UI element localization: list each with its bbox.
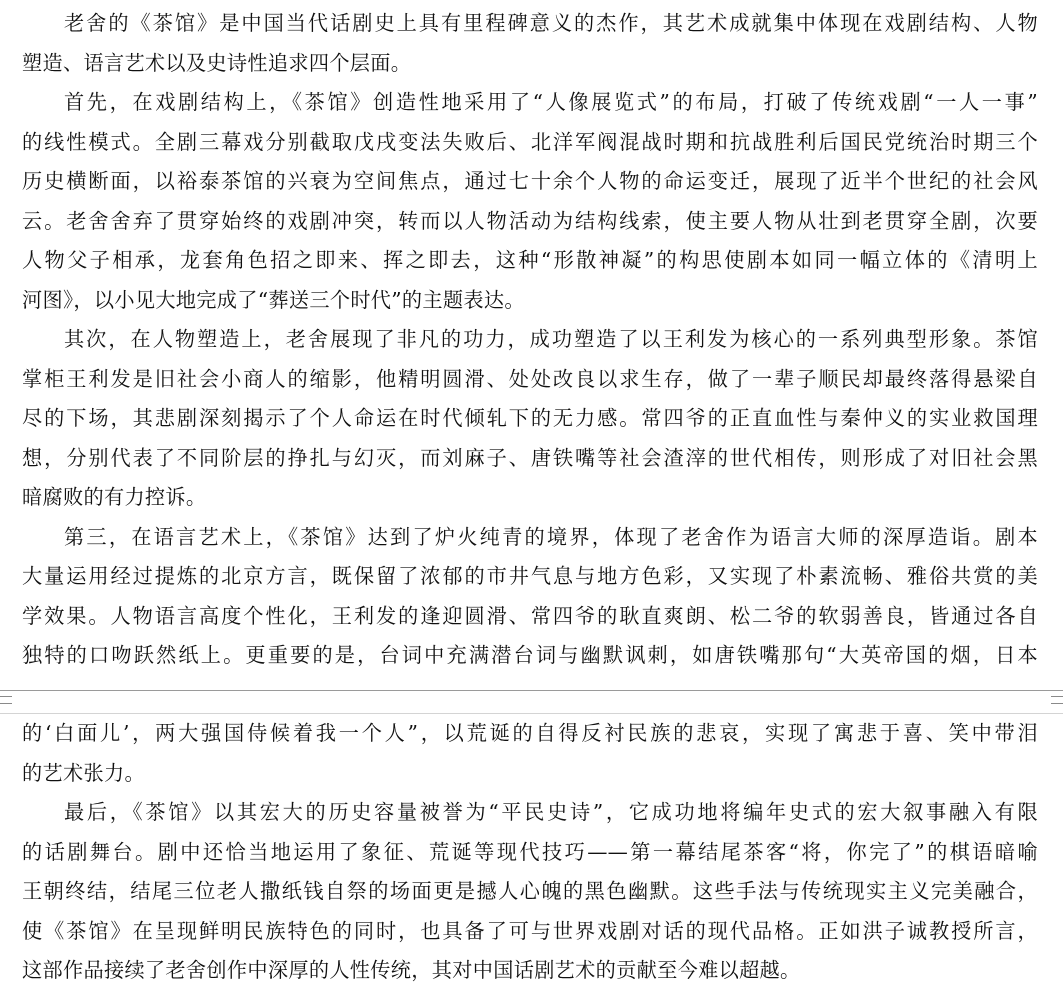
- paragraph-line: 大量运用经过提炼的北京方言，既保留了浓郁的市井气息与地方色彩，又实现了朴素流畅、雅俗共赏的美: [22, 564, 1038, 588]
- paragraph-line: 历史横断面，以裕泰茶馆的兴衰为空间焦点，通过七十余个人物的命运变迁，展现了近半个世纪的社会风: [22, 169, 1038, 193]
- paragraph-line: 独特的口吻跃然纸上。更重要的是，台词中充满潜台词与幽默讽刺，如唐铁嘴那句“大英帝国的烟，日本: [22, 643, 1038, 667]
- paragraph-line: 学效果。人物语言高度个性化，王利发的逢迎圆滑、常四爷的耿直爽朗、松二爷的软弱善良，皆通过各自: [22, 603, 1038, 628]
- paragraph-line: 第三，在语言艺术上，《茶馆》达到了炉火纯青的境界，体现了老舍作为语言大师的深厚造诣。剧本: [64, 524, 1038, 549]
- page-two-text: [22, 714, 1038, 991]
- paragraph-line: 的‘白面儿’，两大强国侍候着我一个人”，以荒诞的自得反衬民族的悲哀，实现了寓悲于喜、笑中带泪: [22, 721, 1038, 745]
- paragraph-line: 这部作品接续了老舍创作中深厚的人性传统，其对中国话剧艺术的贡献至今难以超越。: [22, 958, 801, 982]
- paragraph-line: 其次，在人物塑造上，老舍展现了非凡的功力，成功塑造了以王利发为核心的一系列典型形象。茶馆: [64, 327, 1038, 351]
- paragraph-line: 暗腐败的有力控诉。: [22, 485, 207, 509]
- paragraph-line: 最后，《茶馆》以其宏大的历史容量被誉为“平民史诗”，它成功地将编年史式的宏大叙事融入有限: [64, 800, 1038, 824]
- paragraph-line: 想，分别代表了不同阶层的挣扎与幻灭，而刘麻子、唐铁嘴等社会渣滓的世代相传，则形成了对旧社会黑: [22, 445, 1038, 470]
- page-one-text: [22, 4, 1038, 676]
- paragraph-line: 的艺术张力。: [22, 760, 145, 785]
- paragraph-line: 人物父子相承，龙套角色招之即来、挥之即去，这种“形散神凝”的构思使剧本如同一幅立体的《清明上: [22, 248, 1038, 272]
- paragraph-line: 老舍的《茶馆》是中国当代话剧史上具有里程碑意义的杰作，其艺术成就集中体现在戏剧结构、人物: [64, 11, 1038, 35]
- paragraph-line: 云。老舍舍弃了贯穿始终的戏剧冲突，转而以人物活动为结构线索，使主要人物从壮到老贯穿全剧，次要: [22, 208, 1038, 233]
- paragraph-line: 使《茶馆》在呈现鲜明民族特色的同时，也具备了可与世界戏剧对话的现代品格。正如洪子诚教授所言，: [22, 918, 1038, 943]
- paragraph-line: 尽的下场，其悲剧深刻揭示了个人命运在时代倾轧下的无力感。常四爷的正直血性与秦仲义的实业救国理: [22, 406, 1038, 430]
- page-break-marker-left: [0, 696, 12, 704]
- paragraph-line: 掌柜王利发是旧社会小商人的缩影，他精明圆滑、处处改良以求生存，做了一辈子顺民却最终落得悬梁自: [22, 366, 1038, 391]
- paragraph-line: 王朝终结，结尾三位老人撒纸钱自祭的场面更是撼人心魄的黑色幽默。这些手法与传统现实主义完美融合，: [22, 879, 1038, 903]
- page-break-separator: [0, 690, 1063, 714]
- paragraph-line: 的线性模式。全剧三幕戏分别截取戊戌变法失败后、北洋军阀混战时期和抗战胜利后国民党统治时期三个: [22, 129, 1038, 154]
- paragraph-line: 河图》，以小见大地完成了“葬送三个时代”的主题表达。: [22, 287, 525, 312]
- paragraph-line: 的话剧舞台。剧中还恰当地运用了象征、荒诞等现代技巧——第一幕结尾茶客“将，你完了”的棋语暗喻: [22, 839, 1038, 864]
- paragraph-line: 首先，在戏剧结构上，《茶馆》创造性地采用了“人像展览式”的布局，打破了传统戏剧“一人一事”: [64, 90, 1038, 114]
- paragraph-line: 塑造、语言艺术以及史诗性追求四个层面。: [22, 50, 412, 75]
- page-break-marker-right: [1051, 696, 1063, 704]
